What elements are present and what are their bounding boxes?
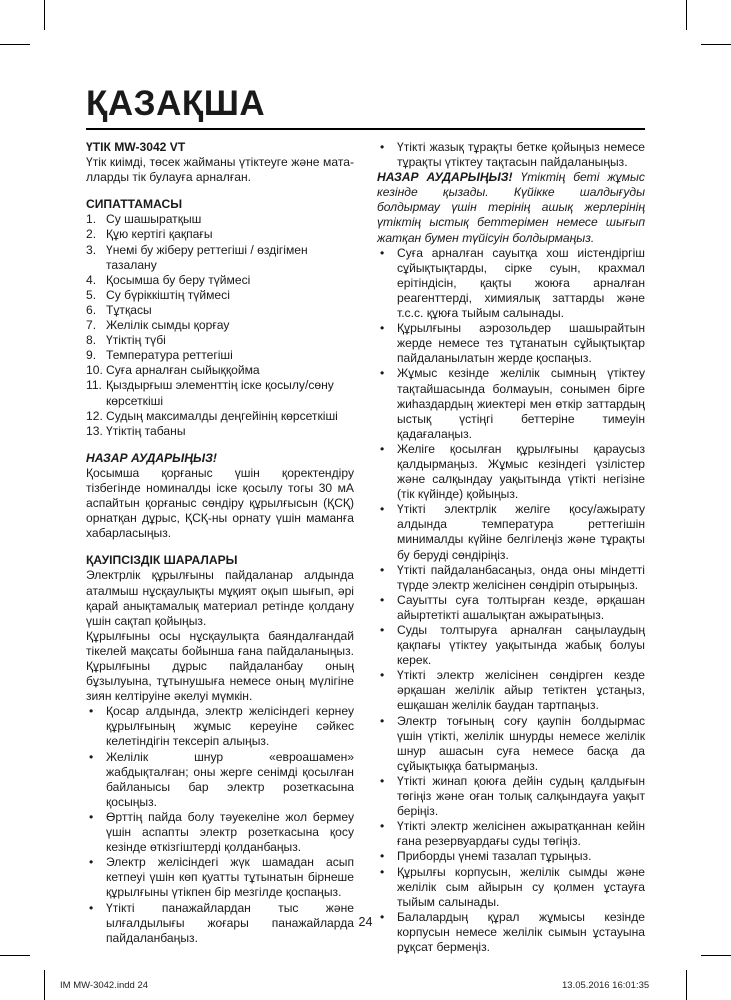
list-item: • Үтікті электр желісінен ажыратқаннан кейін ғана резервуардағы суды төгіңіз. [380,819,645,849]
warning-paragraph [377,170,645,245]
list-item: • Электр тоғының соғу қаупін болдырмас үшін үтікті, желілік шнурды немесе желілік шнур ашасын суға немесе басқа да сұйықтыққа батырмаңыз. [380,713,645,773]
crop-mark [0,955,30,956]
list-item: • Үтікті жазық тұрақты бетке қойыңыз немесе тұрақты үтіктеу тақтасын пайдаланыңыз. [380,140,645,170]
safety-list-right-top [377,140,645,170]
safety-paragraph: Құрылғыны осы нұсқаулықта баяндалғандай тікелей мақсаты бойынша ғана пайдаланыңыз. Құрылғыны дұрыс пайдаланбау оның бұзылуына, тұтынушыға немесе оның мүлігіне зиян келтіруіне әкелуі мүмкін. [86,628,354,704]
parts-item: 13. Үтіктің табаны [86,423,186,438]
parts-item: 10. Суға арналған сыйыққойма [86,363,260,378]
crop-mark [0,44,30,45]
list-item: • Приборды үнемі тазалап тұрыңыз. [380,849,592,864]
safety-heading: ҚАУІПСІЗДІК ШАРАЛАРЫ [86,553,238,568]
spec-heading: СИПАТТАМАСЫ [86,197,183,212]
list-item: • Үтікті жинап қоюға дейін судың қалдығын төгіңіз және оған толық салқындауға уақыт беріңіз. [380,773,645,819]
product-heading: ҮТІК MW-3042 VT [86,140,186,154]
list-item: • Құрылғыны аэрозольдер шашырайтын жерде немесе тез тұтанатын сұйықтықтар пайдаланылатын жерде қоспаңыз. [380,321,645,366]
list-item: • Өрттің пайда болу тәуекеліне жол бермеу үшін аспапты электр розеткасына қосу кезінде өткізгіштерді қолданбаңыз. [89,809,354,855]
parts-item: 11. Қыздырғыш элементтің іске қосылу/сөну көрсеткіші [86,378,334,408]
safety-list-right [377,246,645,955]
left-column [86,140,354,946]
list-item: • Үтікті панажайлардан тыс және ылғалдылығы жоғары панажайларда пайдаланбаңыз. [89,900,354,945]
product-description: Үтік киімді, төсек жайманы үтіктеуге және мата-лларды тік булауға арналған. [86,155,354,185]
list-item: • Суды толтыруға арналған саңылаудың қақпағы үтіктеу уақытында жабық болуы керек. [380,623,645,668]
warning-text: Үтіктің беті жұмыс кезінде қызады. Күйікке шалдығуды болдырмау үшін терінің ашық жерлерінің үтіктің ыстық беттерімен немесе шығып жатқан бумен түйісуін болдырмаңыз. [377,170,645,245]
list-item: • Құрылғы корпусын, желілік сымды және желілік сым айырын су қолмен ұстауға тыйым салынады. [380,864,645,909]
list-item: • Қосар алдында, электр желісіндегі кернеу құрылғының жұмыс кереуіне сәйкес келетіндігін тексеріп алыңыз. [89,704,354,749]
page-title: ҚАЗАҚША [86,84,266,123]
crop-mark [44,0,45,30]
crop-mark [686,0,687,30]
footer-filename: IM MW-3042.indd 24 [60,980,149,991]
page-number: 24 [358,915,373,929]
list-item: • Жұмыс кезінде желілік сымның үтіктеу тақтайшасында болмауын, сонымен бірге жиһаздардың жиектері мен өткір заттардың ыстық үстіңгі беттеріне тимеуін қадағалаңыз. [380,366,645,441]
parts-item: 7. Желілік сымды қорғау [86,318,230,333]
warning-label: НАЗАР АУДАРЫҢЫЗ! [377,170,513,185]
list-item: • Балалардың құрал жұмысы кезінде корпусын немесе желілік сымын ұстауына рұқсат бермеңіз. [380,909,645,954]
title-divider [86,128,645,130]
list-item: • Үтікті электрлік желіге қосу/ажырату алдында температура реттегішін минималды күйіне белгілеңіз және тұрақты бу беруді сөндіріңіз. [380,502,645,562]
crop-mark [686,970,687,1000]
parts-item: 4. Қосымша бу беру түймесі [86,272,251,287]
crop-mark [701,44,731,45]
parts-item: 12. Судың максималды деңгейінің көрсеткіші [86,408,338,423]
parts-item: 1. Су шашыратқыш [86,212,202,227]
right-column [377,140,645,955]
list-item: • Электр желісіндегі жүк шамадан асып кетпеуі үшін көп қуатты тұтынатын бірнеше құрылғыны үтікпен бір мезгілде қоспаңыз. [89,855,354,900]
list-item: • Сауытты суға толтырған кезде, әрқашан айыртетікті ашалықтан ажыратыңыз. [380,592,645,622]
parts-item: 8. Үтіктің түбі [86,333,166,348]
list-item: • Суға арналған сауытқа хош иістендіргіш сұйықтықтарды, сірке суын, крахмал ерітіндісін, қақты жоюға арналған реагенттерді, химиялық заттарды және т.с.с. құюға тыйым салынады. [380,245,645,321]
parts-list [86,212,354,438]
crop-mark [701,955,731,956]
safety-paragraph: Электрлік құрылғыны пайдаланар алдында аталмыш нұсқаулықты мұқият оқып шығып, әрі қарай анықтамалық материал ретінде қолдану үшін сақтап қойыңыз. [86,568,354,628]
parts-item: 5. Су бүріккіштің түймесі [86,287,230,302]
parts-item: 3. Үнемі бу жіберу реттегіші / өздігімен тазалану [86,242,308,272]
parts-item: 6. Тұтқасы [86,302,152,317]
list-item: • Желілік шнур «евроашамен» жабдықталған; оны жерге сенімді қосылған байланысы бар электр розеткасына қосыңыз. [89,749,354,809]
attention-heading: НАЗАР АУДАРЫҢЫЗ! [86,450,217,465]
list-item: • Үтікті пайдаланбасаңыз, онда оны міндетті түрде электр желісінен сөндіріп отырыңыз. [380,562,645,592]
safety-list-left [86,704,354,946]
list-item: • Үтікті электр желісінен сөндірген кезде әрқашан желілік айыр тетіктен ұстаңыз, ешқашан желілік баудан тартпаңыз. [380,668,645,713]
attention-text: Қосымша қорғаныс үшін қоректендіру тізбегінде номиналды іске қосылу тогы 30 мА аспайтын қорғаныс сөндіру құрылғысын (ҚСҚ) орнатқан дұрыс, ҚСҚ-ны орнату үшін маманға хабарласыңыз. [86,465,354,541]
parts-item: 2. Құю кертігі қақпағы [86,227,213,242]
footer-timestamp: 13.05.2016 16:01:35 [562,980,650,991]
parts-item: 9. Температура реттегіші [86,348,233,363]
list-item: • Желіге қосылған құрылғыны қараусыз қалдырмаңыз. Жұмыс кезіндегі үзілістер және салқындау уақытында үтікті негізіне (тік күйінде) қойыңыз. [380,441,645,502]
crop-mark [44,970,45,1000]
